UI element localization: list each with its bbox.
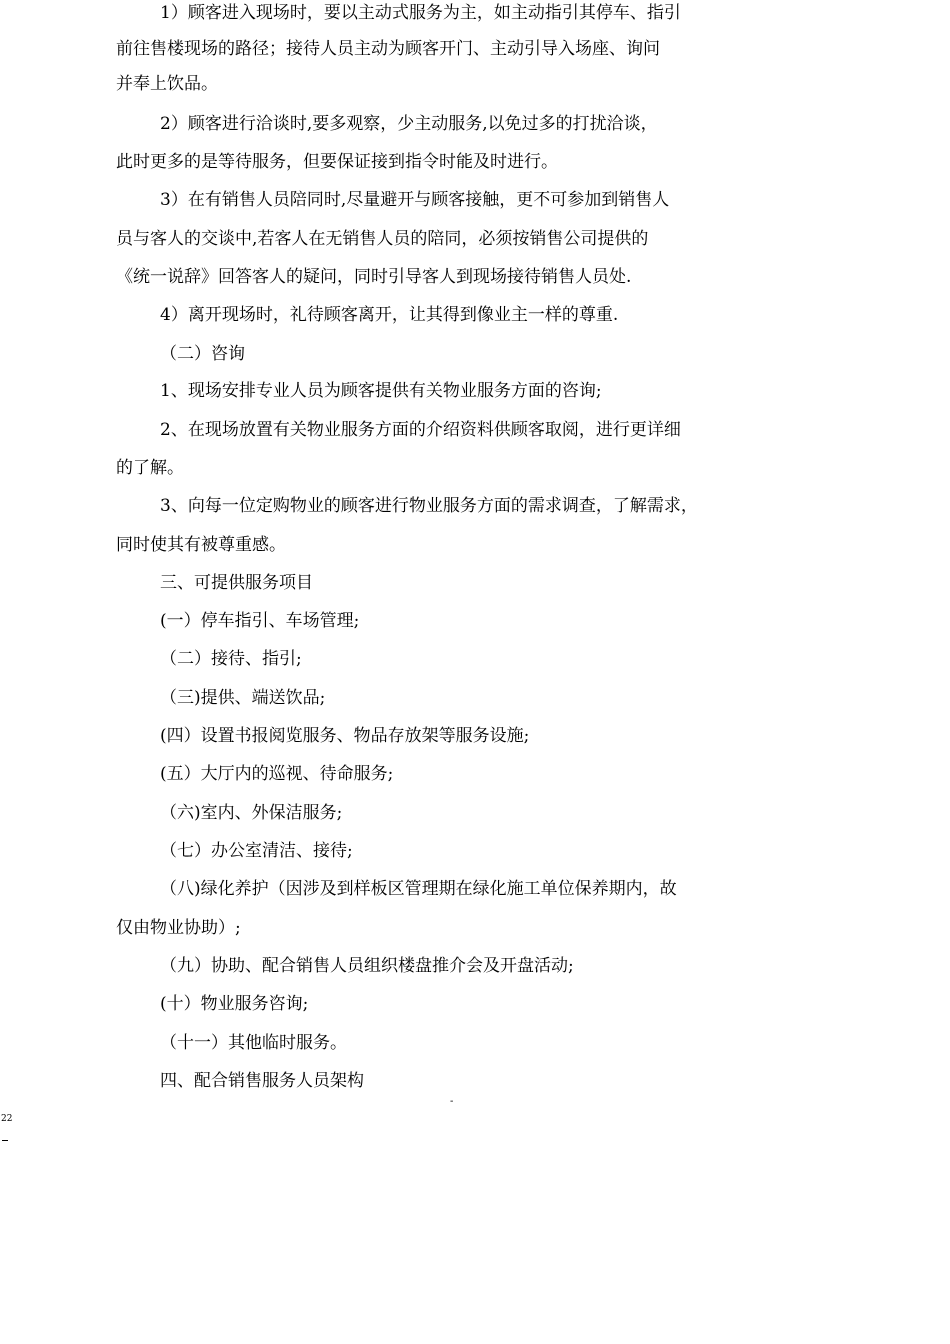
paragraph-line: 同时使其有被尊重感。: [116, 535, 286, 555]
section-heading: （二）咨询: [160, 344, 245, 364]
page-center-mark: -: [450, 1096, 454, 1107]
list-item: （十一）其他临时服务。: [160, 1033, 347, 1053]
paragraph-line: 《统一说辞》回答客人的疑问，同时引导客人到现场接待销售人员处.: [116, 267, 632, 287]
page-side-rule: [2, 1140, 8, 1141]
paragraph-line: 2、在现场放置有关物业服务方面的介绍资料供顾客取阅，进行更详细: [160, 420, 681, 440]
paragraph-line: 并奉上饮品。: [116, 74, 218, 94]
list-item: （六)室内、外保洁服务;: [160, 803, 343, 823]
paragraph-line: 4）离开现场时，礼待顾客离开，让其得到像业主一样的尊重.: [160, 305, 619, 325]
list-item: (十）物业服务咨询;: [160, 994, 309, 1014]
paragraph-line: 员与客人的交谈中,若客人在无销售人员的陪同，必须按销售公司提供的: [116, 229, 649, 249]
paragraph-line: 前往售楼现场的路径；接待人员主动为顾客开门、主动引导入场座、询问: [116, 39, 660, 59]
paragraph-line: 2）顾客进行洽谈时,要多观察，少主动服务,以免过多的打扰洽谈，: [160, 114, 658, 134]
list-item: (四）设置书报阅览服务、物品存放架等服务设施;: [160, 726, 530, 746]
list-item: （七）办公室清洁、接待;: [160, 841, 353, 861]
list-item: （三)提供、端送饮品;: [160, 688, 326, 708]
list-item: （八)绿化养护（因涉及到样板区管理期在绿化施工单位保养期内，故: [160, 879, 677, 899]
page-side-number: 22: [1, 1114, 13, 1124]
list-item: （九）协助、配合销售人员组织楼盘推介会及开盘活动;: [160, 956, 574, 976]
paragraph-line: 的了解。: [116, 458, 184, 478]
paragraph-line: 1）顾客进入现场时，要以主动式服务为主，如主动指引其停车、指引: [160, 3, 681, 23]
paragraph-line: 1、现场安排专业人员为顾客提供有关物业服务方面的咨询;: [160, 381, 602, 401]
paragraph-line: 3）在有销售人员陪同时,尽量避开与顾客接触，更不可参加到销售人: [160, 190, 670, 210]
list-item: (一）停车指引、车场管理;: [160, 611, 360, 631]
list-item: （二）接待、指引;: [160, 649, 302, 669]
paragraph-line: 3、向每一位定购物业的顾客进行物业服务方面的需求调查，了解需求，: [160, 496, 698, 516]
list-item: 仅由物业协助）;: [116, 918, 241, 938]
list-item: (五）大厅内的巡视、待命服务;: [160, 764, 394, 784]
section-heading: 三、可提供服务项目: [160, 573, 313, 593]
paragraph-line: 此时更多的是等待服务，但要保证接到指令时能及时进行。: [116, 152, 558, 172]
section-heading: 四、配合销售服务人员架构: [160, 1071, 364, 1091]
